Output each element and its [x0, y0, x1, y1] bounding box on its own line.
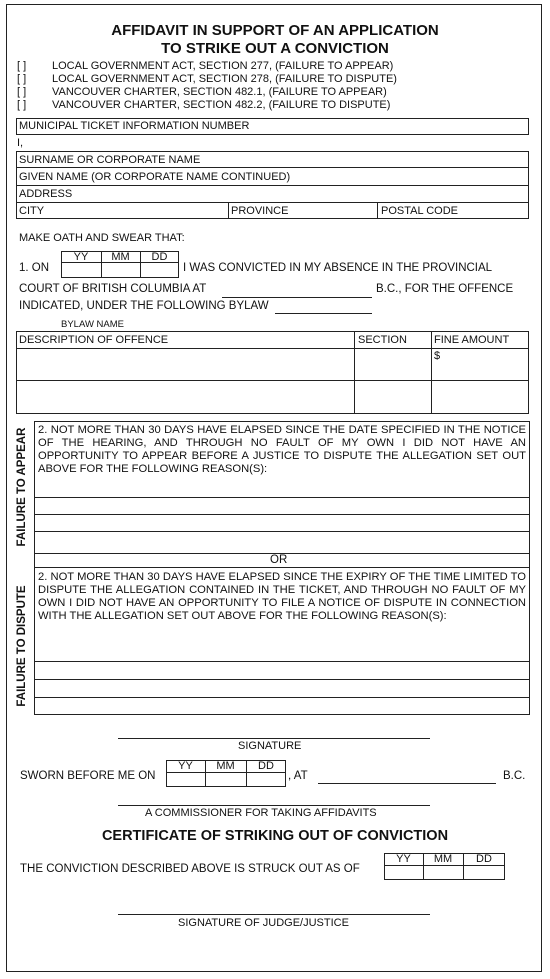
reason-line[interactable]: [34, 531, 530, 532]
commissioner-label: A COMMISSIONER FOR TAKING AFFIDAVITS: [145, 807, 377, 819]
address-field[interactable]: ADDRESS: [19, 188, 73, 200]
sworn-location-line[interactable]: [318, 783, 496, 784]
signature-line[interactable]: [118, 738, 430, 739]
reason-line[interactable]: [34, 679, 530, 680]
option-label: VANCOUVER CHARTER, SECTION 482.2, (FAILURE TO DISPUTE): [52, 99, 391, 111]
judge-signature-line[interactable]: [118, 914, 430, 915]
item1-text-line1: I WAS CONVICTED IN MY ABSENCE IN THE PROVINCIAL: [183, 262, 493, 274]
fine-amount-cell[interactable]: [432, 349, 528, 379]
signature-label: SIGNATURE: [238, 740, 302, 752]
cert-yy-label: YY: [396, 853, 411, 865]
offence-description-cell[interactable]: [17, 349, 353, 379]
option-label: LOCAL GOVERNMENT ACT, SECTION 278, (FAILURE TO DISPUTE): [52, 73, 397, 85]
item1-text-line2: COURT OF BRITISH COLUMBIA AT: [19, 283, 207, 295]
reason-line[interactable]: [34, 697, 530, 698]
cert-dd-label: DD: [476, 853, 492, 865]
section-column-header: SECTION: [358, 334, 407, 346]
cert-mm-label: MM: [433, 853, 453, 865]
reason-line[interactable]: [34, 661, 530, 662]
option-label: LOCAL GOVERNMENT ACT, SECTION 277, (FAILURE TO APPEAR): [52, 60, 394, 72]
form-title-line1: AFFIDAVIT IN SUPPORT OF AN APPLICATION: [111, 22, 439, 39]
province-field[interactable]: PROVINCE: [231, 205, 289, 217]
sworn-yy-label: YY: [178, 760, 193, 772]
postal-code-field[interactable]: POSTAL CODE: [381, 205, 459, 217]
failure-to-appear-label: FAILURE TO APPEAR: [16, 427, 28, 547]
reason-line[interactable]: [34, 514, 530, 515]
ticket-number-label: MUNICIPAL TICKET INFORMATION NUMBER: [19, 120, 250, 132]
checkbox-option-4[interactable]: [17, 99, 391, 111]
ticket-number-field[interactable]: [16, 118, 529, 135]
failure-to-appear-statement: 2. NOT MORE THAN 30 DAYS HAVE ELAPSED SINCE THE DATE SPECIFIED IN THE NOTICE OF THE HEARING, AND THROUGH NO FAULT OF MY OWN I DID NOT HAVE AN OPPORTUNITY TO APPEAR BEFORE A JUSTICE TO DISPUTE THE ALLEGATION SET OUT ABOVE FOR THE FOLLOWING REASON(S):: [38, 424, 526, 475]
fine-column-header: FINE AMOUNT: [434, 334, 510, 346]
divider: [16, 202, 529, 203]
sworn-before-me-label: SWORN BEFORE ME ON: [20, 770, 156, 782]
divider: [16, 380, 529, 381]
or-separator: OR: [270, 554, 288, 566]
surname-field[interactable]: SURNAME OR CORPORATE NAME: [19, 154, 201, 166]
item1-text-line2b: B.C., FOR THE OFFENCE: [376, 283, 514, 295]
checkbox-mark: [ ]: [17, 86, 27, 98]
divider: [16, 167, 529, 168]
divider: [377, 202, 378, 219]
sworn-dd-label: DD: [258, 760, 274, 772]
court-location-line[interactable]: [222, 297, 372, 298]
date-dd-label: DD: [151, 251, 168, 263]
failure-to-dispute-label: FAILURE TO DISPUTE: [16, 585, 28, 707]
checkbox-option-1[interactable]: [17, 60, 394, 72]
checkbox-mark: [ ]: [17, 73, 27, 85]
divider: [228, 202, 229, 219]
item1-text-line3: INDICATED, UNDER THE FOLLOWING BYLAW: [19, 300, 269, 312]
failure-to-dispute-statement: 2. NOT MORE THAN 30 DAYS HAVE ELAPSED SINCE THE EXPIRY OF THE TIME LIMITED TO DISPUTE THE ALLEGATION CONTAINED IN THE TICKET, AND THROUGH NO FAULT OF MY OWN I DID NOT HAVE AN OPPORTUNITY TO FILE A NOTICE OF DISPUTE IN CONNECTION WITH THE ALLEGATION SET OUT ABOVE FOR THE FOLLOWING REASON(S):: [38, 571, 526, 622]
divider: [166, 772, 286, 773]
checkbox-mark: [ ]: [17, 60, 27, 72]
certificate-title: CERTIFICATE OF STRIKING OUT OF CONVICTION: [101, 828, 449, 844]
commissioner-signature-line[interactable]: [118, 805, 430, 806]
bylaw-name-line[interactable]: [275, 313, 372, 314]
given-name-field[interactable]: GIVEN NAME (OR CORPORATE NAME CONTINUED): [19, 171, 291, 183]
divider: [384, 865, 505, 866]
at-label: , AT: [288, 770, 308, 782]
checkbox-mark: [ ]: [17, 99, 27, 111]
oath-statement: MAKE OATH AND SWEAR THAT:: [19, 232, 185, 244]
reason-line[interactable]: [34, 497, 530, 498]
divider: [16, 185, 529, 186]
bylaw-name-label: BYLAW NAME: [61, 319, 124, 330]
section-cell[interactable]: [355, 349, 430, 379]
i-label: I,: [17, 137, 24, 149]
item1-prefix: 1. ON: [19, 262, 50, 274]
bc-label: B.C.: [503, 770, 526, 782]
option-label: VANCOUVER CHARTER, SECTION 482.1, (FAILURE TO APPEAR): [52, 86, 387, 98]
checkbox-option-3[interactable]: [17, 86, 387, 98]
dollar-sign: $: [434, 350, 441, 362]
date-yy-label: YY: [73, 251, 89, 263]
certificate-statement: THE CONVICTION DESCRIBED ABOVE IS STRUCK OUT AS OF: [20, 863, 360, 875]
offence-column-header: DESCRIPTION OF OFFENCE: [19, 334, 169, 346]
form-title-line2: TO STRIKE OUT A CONVICTION: [161, 40, 389, 57]
divider: [34, 567, 530, 568]
sworn-mm-label: MM: [216, 760, 235, 772]
date-mm-label: MM: [111, 251, 130, 263]
judge-signature-label: SIGNATURE OF JUDGE/JUSTICE: [178, 917, 349, 929]
checkbox-option-2[interactable]: [17, 73, 397, 85]
city-field[interactable]: CITY: [19, 205, 45, 217]
